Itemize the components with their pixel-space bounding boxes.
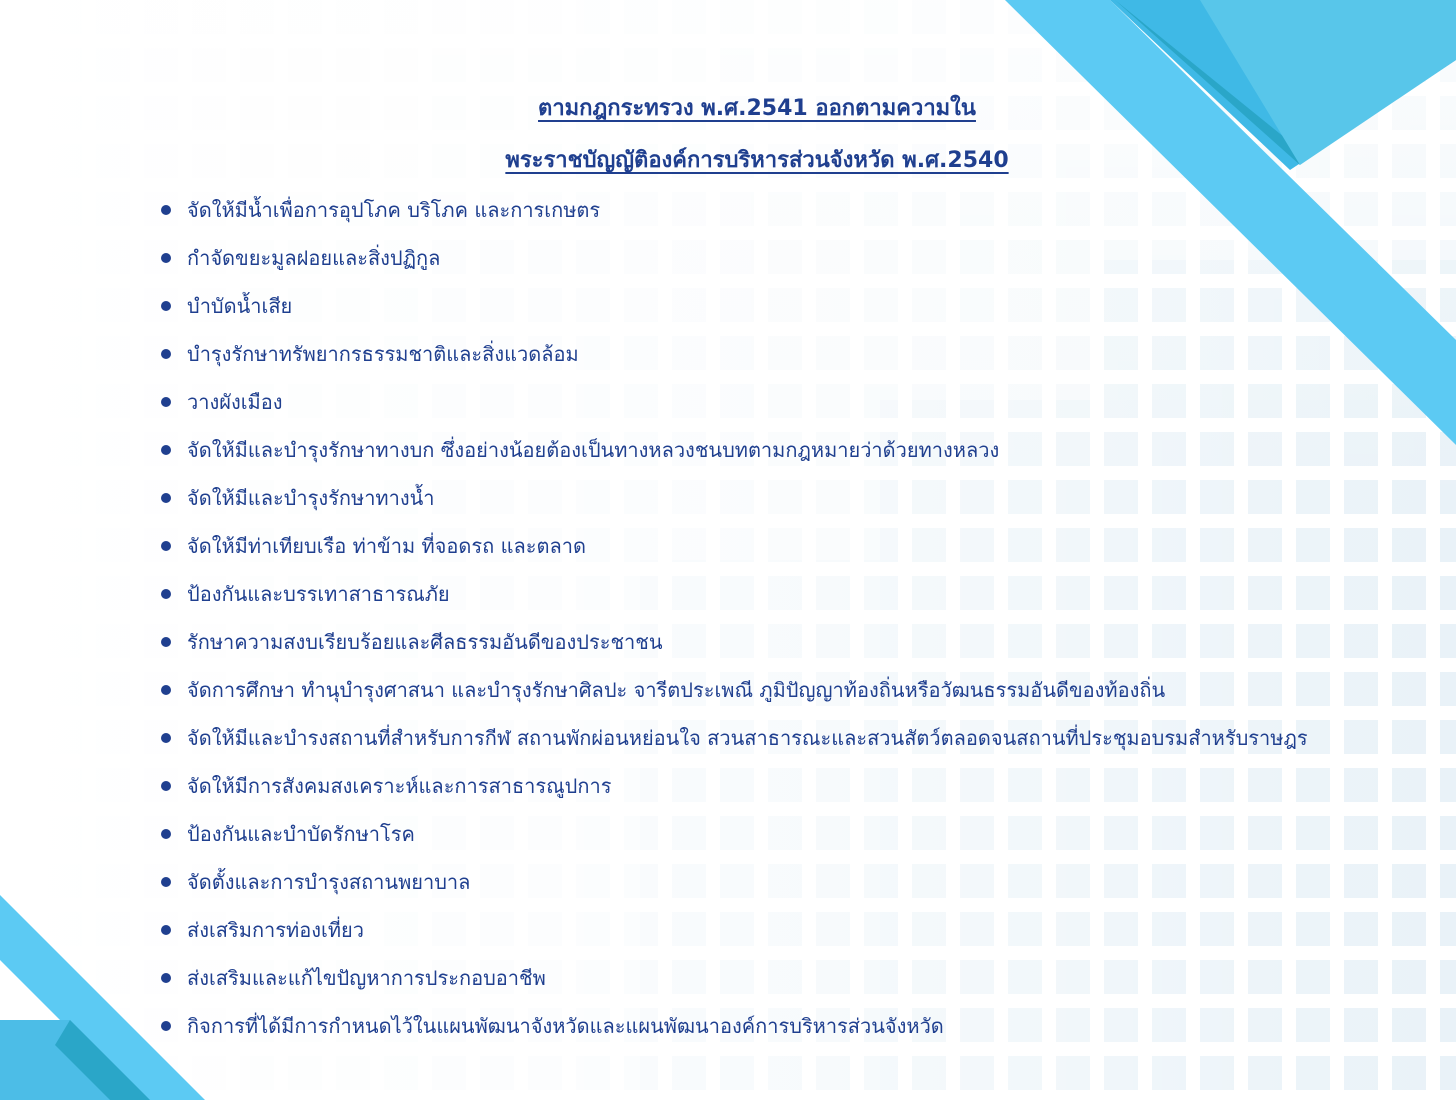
list-item-text: บำบัดน้ำเสีย: [187, 294, 293, 318]
bullet-icon: [161, 349, 171, 359]
list-item-text: กิจการที่ได้มีการกำหนดไว้ในแผนพัฒนาจังหวัดและแผนพัฒนาองค์การบริหารส่วนจังหวัด: [187, 1014, 944, 1038]
list-item: [0, 906, 1456, 954]
list-item-text: จัดการศึกษา ทำนุบำรุงศาสนา และบำรุงรักษาศิลปะ จารีตประเพณี ภูมิปัญญาท้องถิ่นหรือวัฒนธรรมอันดีของท้องถิ่น: [187, 678, 1166, 702]
bullet-icon: [161, 925, 171, 935]
list-item-text: จัดตั้งและการบำรุงสถานพยาบาล: [187, 870, 471, 894]
list-item: [0, 234, 1456, 282]
bullet-icon: [161, 253, 171, 263]
list-item: [0, 954, 1456, 1002]
bullet-icon: [161, 589, 171, 599]
list-item-text: วางผังเมือง: [187, 390, 283, 414]
list-item-text: ส่งเสริมการท่องเที่ยว: [187, 918, 364, 942]
list-item: [0, 762, 1456, 810]
list-item: [0, 186, 1456, 234]
bullet-icon: [161, 541, 171, 551]
page-title-line-1: ตามกฎกระทรวง พ.ศ.2541 ออกตามความใน: [538, 96, 976, 121]
list-item-text: จัดให้มีและบำรงสถานที่สำหรับการกีฬ สถานพักผ่อนหย่อนใจ สวนสาธารณะและสวนสัตว์ตลอดจนสถานที่ประชุมอบรมสำหรับราษฎร: [187, 726, 1308, 750]
bullet-icon: [161, 637, 171, 647]
list-item: [0, 858, 1456, 906]
bullet-icon: [161, 829, 171, 839]
list-item: [0, 330, 1456, 378]
bullet-icon: [161, 685, 171, 695]
bullet-icon: [161, 877, 171, 887]
list-item: [0, 570, 1456, 618]
bullet-icon: [161, 301, 171, 311]
list-item: [0, 282, 1456, 330]
list-item-text: ส่งเสริมและแก้ไขปัญหาการประกอบอาชีพ: [187, 966, 546, 990]
list-item: [0, 714, 1456, 762]
list-item-text: จัดให้มีท่าเทียบเรือ ท่าข้าม ที่จอดรถ และตลาด: [187, 534, 586, 558]
bullet-icon: [161, 205, 171, 215]
list-item-text: บำรุงรักษาทรัพยากรธรรมชาติและสิ่งแวดล้อม: [187, 342, 579, 366]
list-item: [0, 810, 1456, 858]
page-title-line-2: พระราชบัญญัติองค์การบริหารส่วนจังหวัด พ.ศ.2540: [505, 148, 1009, 173]
list-item-text: รักษาความสงบเรียบร้อยและศีลธรรมอันดีของประชาชน: [187, 630, 663, 654]
list-item: [0, 378, 1456, 426]
list-item: [0, 618, 1456, 666]
list-item-text: ป้องกันและบรรเทาสาธารณภัย: [187, 582, 450, 606]
bullet-icon: [161, 973, 171, 983]
list-item: [0, 666, 1456, 714]
bullet-icon: [161, 445, 171, 455]
list-item: [0, 1002, 1456, 1050]
list-item-text: จัดให้มีการสังคมสงเคราะห์และการสาธารณูปการ: [187, 774, 612, 798]
bullet-icon: [161, 781, 171, 791]
bullet-icon: [161, 733, 171, 743]
list-item: [0, 522, 1456, 570]
bullet-icon: [161, 397, 171, 407]
list-item-text: ป้องกันและบำบัดรักษาโรค: [187, 822, 415, 846]
bullet-icon: [161, 493, 171, 503]
list-item: [0, 426, 1456, 474]
duties-list: [0, 186, 1456, 1050]
list-item: [0, 474, 1456, 522]
list-item-text: จัดให้มีและบำรุงรักษาทางบก ซึ่งอย่างน้อยต้องเป็นทางหลวงชนบทตามกฎหมายว่าด้วยทางหลวง: [187, 438, 1000, 462]
list-item-text: กำจัดขยะมูลฝอยและสิ่งปฏิกูล: [187, 246, 441, 270]
list-item-text: จัดให้มีน้ำเพื่อการอุปโภค บริโภค และการเกษตร: [187, 198, 601, 222]
bullet-icon: [161, 1021, 171, 1031]
list-item-text: จัดให้มีและบำรุงรักษาทางน้ำ: [187, 486, 435, 510]
